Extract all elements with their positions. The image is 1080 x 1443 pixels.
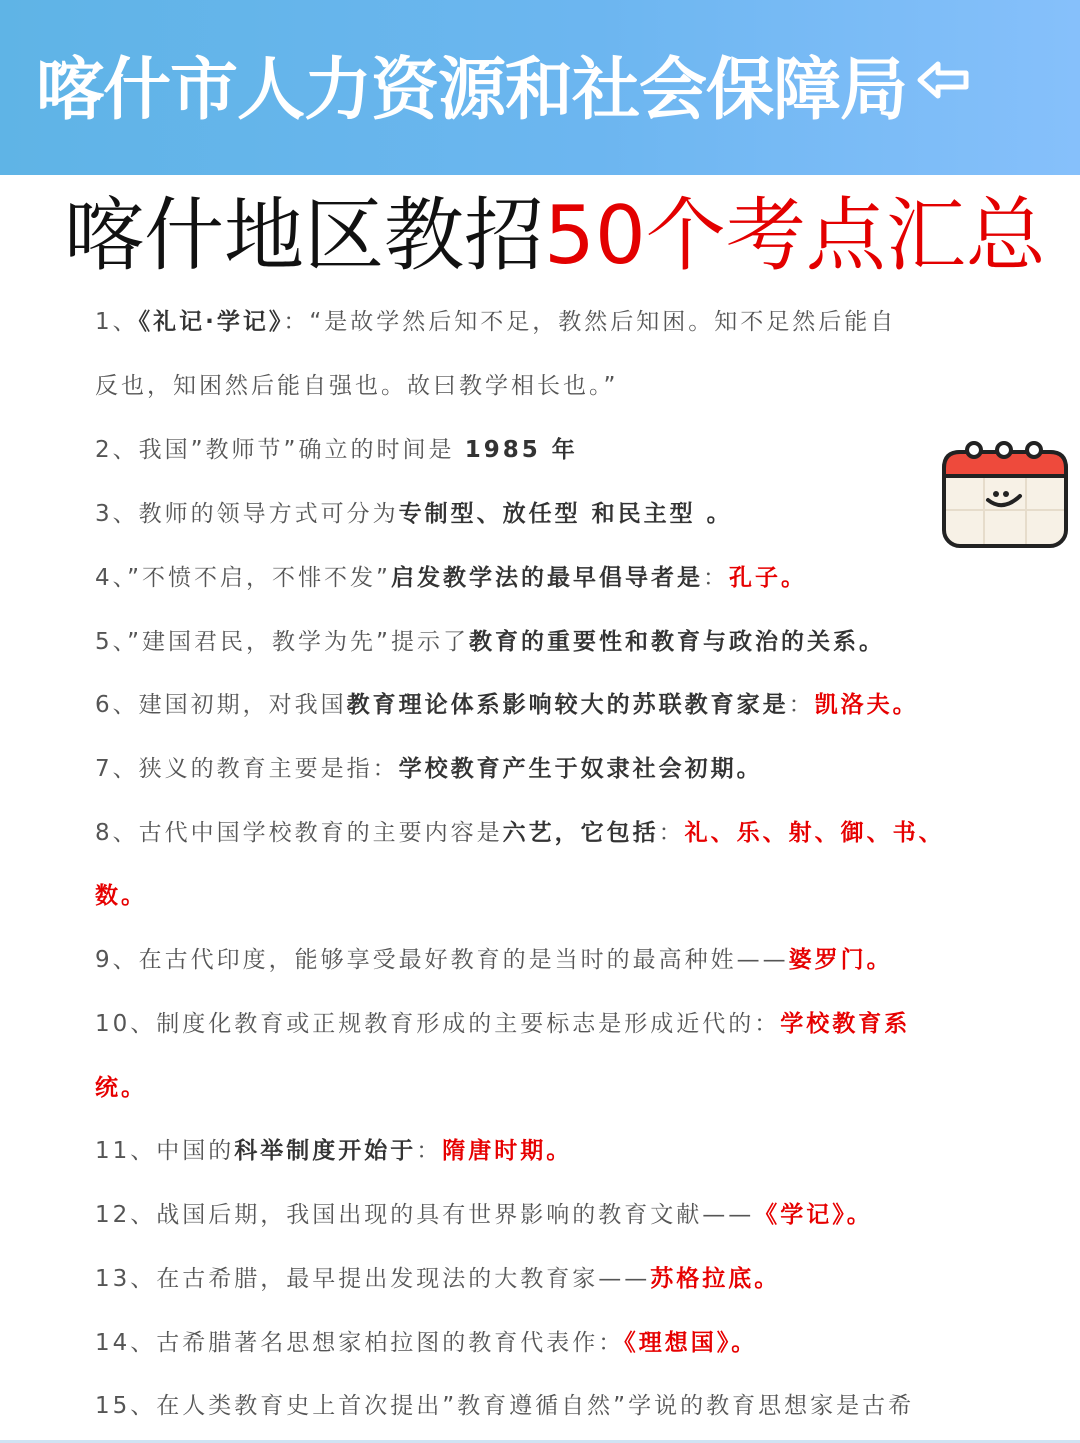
key-term: 教育的重要性和教育与政治的关系。 — [468, 629, 885, 655]
key-term: 教育理论体系影响较大的苏联教育家是 — [346, 692, 789, 718]
list-item — [95, 1327, 757, 1359]
answer-highlight: 凯洛夫。 — [814, 692, 919, 718]
answer-highlight: 学校教育系 — [780, 1011, 911, 1037]
item-text: ：“是故学然后知不足，教然后知困。知不足然后能自 — [283, 309, 897, 335]
answer-highlight: 数。 — [95, 883, 147, 909]
answer-highlight: 礼、乐、射、御、书、 — [684, 820, 945, 846]
list-item — [95, 944, 893, 976]
list-item — [95, 753, 763, 785]
list-item — [95, 817, 945, 849]
calendar-smile-icon — [940, 438, 1070, 554]
title-red-part: 50个考点汇总 — [544, 189, 1046, 282]
key-term: 六艺，它包括 — [502, 820, 659, 846]
item-text: 9、在古代印度，能够享受最好教育的是当时的最高种姓—— — [95, 947, 789, 973]
answer-highlight: 婆罗门。 — [788, 947, 893, 973]
answer-highlight: 隋唐时期。 — [442, 1138, 573, 1164]
banner-title: 喀什市人力资源和社会保障局 — [36, 51, 908, 130]
key-term: 启发教学法的最早倡导者是 — [390, 565, 703, 591]
list-item — [95, 498, 733, 530]
item-text: 10、制度化教育或正规教育形成的主要标志是形成近代的： — [95, 1011, 781, 1037]
list-item — [95, 1263, 780, 1295]
list-item — [95, 626, 885, 658]
item-text: 13、在古希腊，最早提出发现法的大教育家—— — [95, 1266, 651, 1292]
item-text: 8、古代中国学校教育的主要内容是 — [95, 820, 503, 846]
key-term: 专制型、放任型 和民主型 。 — [398, 501, 733, 527]
key-term: 学校教育产生于奴隶社会初期。 — [398, 756, 763, 782]
answer-highlight: 孔子。 — [728, 565, 807, 591]
list-item — [95, 1072, 147, 1104]
item-text: ： — [702, 565, 729, 591]
list-item — [95, 1135, 572, 1167]
item-text: 14、古希腊著名思想家柏拉图的教育代表作： — [95, 1330, 625, 1356]
header-banner — [0, 0, 1080, 175]
answer-highlight: 苏格拉底。 — [650, 1266, 781, 1292]
item-text: ： — [658, 820, 685, 846]
page-title — [64, 188, 1046, 284]
key-term: 科举制度开始于 — [234, 1138, 417, 1164]
list-item — [95, 1390, 914, 1422]
item-text: 3、教师的领导方式可分为 — [95, 501, 399, 527]
item-text: 5、”建国君民，教学为先”提示了 — [95, 629, 469, 655]
title-black-part: 喀什地区教招 — [64, 189, 544, 282]
list-item — [95, 306, 896, 338]
item-text: 4、”不愤不启，不悱不发” — [95, 565, 391, 591]
item-text: 6、建国初期，对我国 — [95, 692, 347, 718]
list-item — [95, 562, 807, 594]
list-item — [95, 1199, 873, 1231]
item-text: ： — [788, 692, 815, 718]
answer-highlight: 统。 — [95, 1075, 147, 1101]
item-text: 12、战国后期，我国出现的具有世界影响的教育文献—— — [95, 1202, 755, 1228]
item-text: ： — [416, 1138, 443, 1164]
item-text: 11、中国的 — [95, 1138, 235, 1164]
list-item — [95, 370, 618, 402]
answer-highlight: 《理想国》。 — [624, 1330, 758, 1356]
list-item — [95, 434, 578, 466]
item-text: 7、狭义的教育主要是指： — [95, 756, 399, 782]
key-term: 1985 年 — [464, 437, 578, 463]
list-item — [95, 689, 919, 721]
list-item — [95, 880, 147, 912]
item-text: 反也，知困然后能自强也。故曰教学相长也。” — [95, 373, 619, 399]
item-text: 15、在人类教育史上首次提出”教育遵循自然”学说的教育思想家是古希 — [95, 1393, 915, 1419]
key-term: 《礼记·学记》 — [138, 309, 284, 335]
list-item — [95, 1008, 910, 1040]
arrow-left-icon[interactable] — [916, 60, 972, 104]
item-text: 2、我国”教师节”确立的时间是 — [95, 437, 465, 463]
item-text: 1、 — [95, 309, 139, 335]
answer-highlight: 《学记》。 — [754, 1202, 873, 1228]
